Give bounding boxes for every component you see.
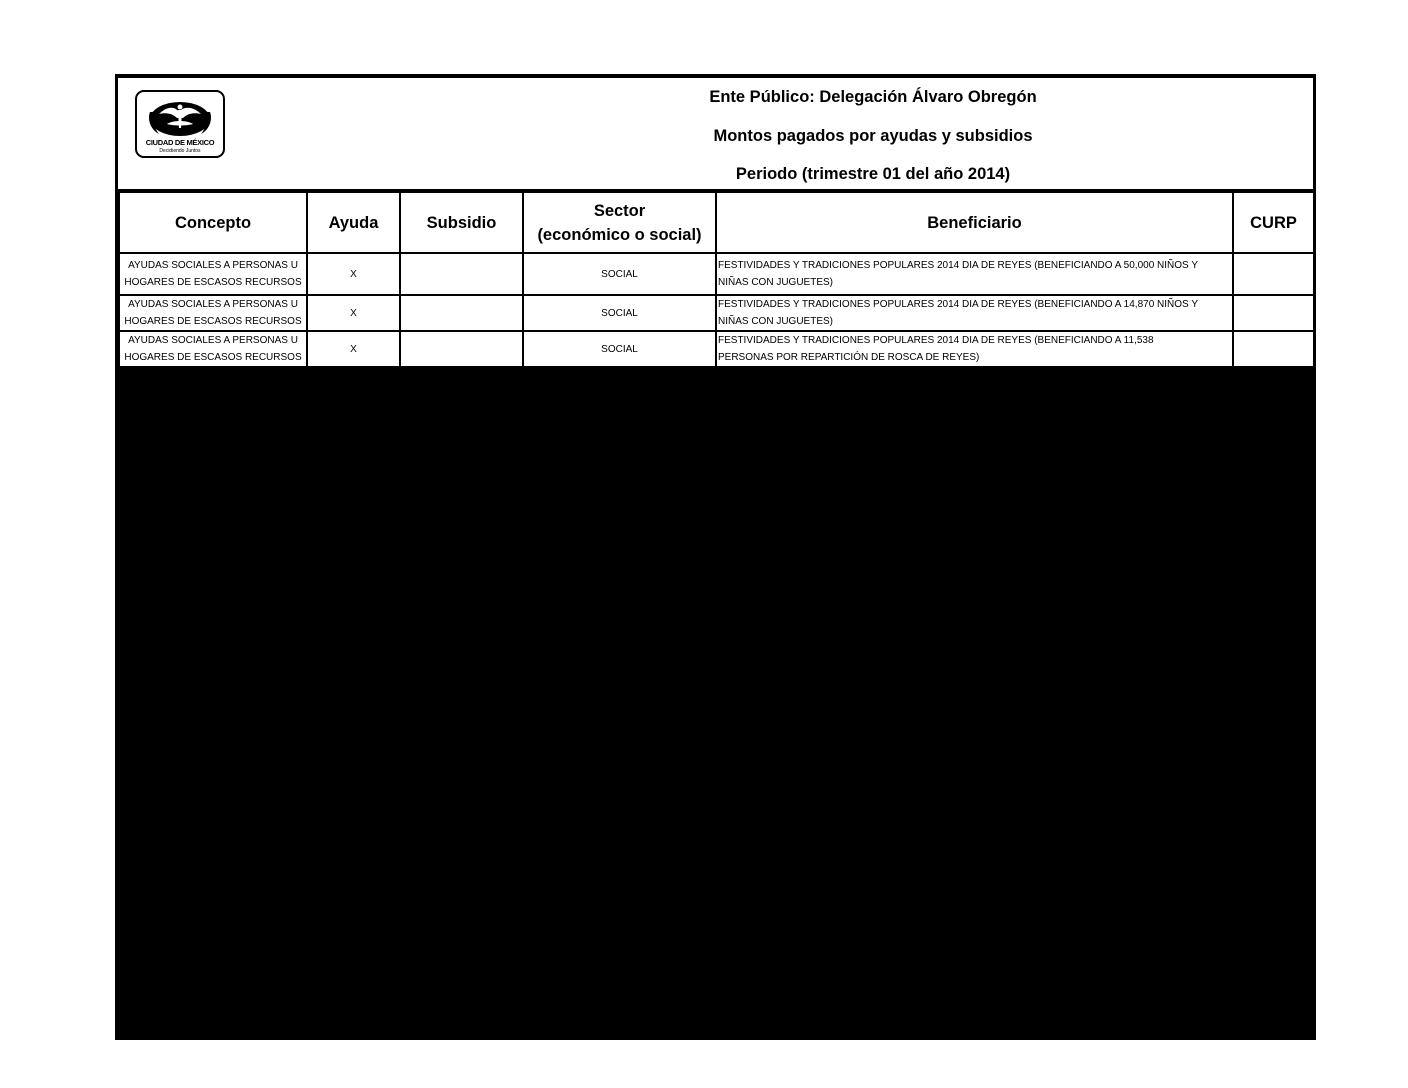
cell-curp <box>1234 296 1313 330</box>
report-subtitle: Montos pagados por ayudas y subsidios <box>713 127 1033 145</box>
cell-concepto <box>120 254 306 294</box>
cell-subsidio <box>401 254 522 294</box>
cell-concepto <box>120 296 306 330</box>
cell-sector: SOCIAL <box>524 296 715 330</box>
cell-curp <box>1234 332 1313 366</box>
concepto-line2: HOGARES DE ESCASOS RECURSOS <box>124 316 302 327</box>
sector-header-line2: (económico o social) <box>537 225 702 244</box>
cell-subsidio <box>401 332 522 366</box>
cell-beneficiario <box>717 332 1232 366</box>
concepto-line1: AYUDAS SOCIALES A PERSONAS U <box>128 335 298 346</box>
cell-subsidio <box>401 296 522 330</box>
table-row <box>120 332 1313 366</box>
concepto-line2: HOGARES DE ESCASOS RECURSOS <box>124 352 302 363</box>
beneficiario-line2: PERSONAS POR REPARTICIÓN DE ROSCA DE REYES) <box>718 352 980 363</box>
report-period: Periodo (trimestre 01 del año 2014) <box>735 165 1011 183</box>
column-header-sector <box>524 193 715 252</box>
column-header-curp: CURP <box>1234 193 1313 252</box>
beneficiario-line2: NIÑAS CON JUGUETES) <box>718 316 834 327</box>
beneficiario-line2: NIÑAS CON JUGUETES) <box>718 277 834 288</box>
subsidies-table <box>118 191 1315 368</box>
cell-concepto <box>120 332 306 366</box>
logo-wordmark: CIUDAD DE MÉXICO <box>145 138 215 147</box>
table-row <box>120 296 1313 330</box>
column-header-concepto: Concepto <box>120 193 306 252</box>
cell-ayuda: X <box>308 332 399 366</box>
concepto-line1: AYUDAS SOCIALES A PERSONAS U <box>128 260 298 271</box>
sector-header-line1: Sector <box>593 201 646 220</box>
beneficiario-line1: FESTIVIDADES Y TRADICIONES POPULARES 2014 DIA DE REYES (BENEFICIANDO A 50,000 NIÑOS Y <box>718 260 1198 271</box>
cell-beneficiario <box>717 296 1232 330</box>
beneficiario-line1: FESTIVIDADES Y TRADICIONES POPULARES 2014 DIA DE REYES (BENEFICIANDO A 11,538 <box>718 335 1154 346</box>
cell-ayuda: X <box>308 296 399 330</box>
concepto-line2: HOGARES DE ESCASOS RECURSOS <box>124 277 302 288</box>
column-header-subsidio: Subsidio <box>401 193 522 252</box>
column-header-beneficiario: Beneficiario <box>717 193 1232 252</box>
concepto-line1: AYUDAS SOCIALES A PERSONAS U <box>128 299 298 310</box>
column-header-ayuda: Ayuda <box>308 193 399 252</box>
entity-title: Ente Público: Delegación Álvaro Obregón <box>709 88 1037 106</box>
cell-sector: SOCIAL <box>524 332 715 366</box>
cell-beneficiario <box>717 254 1232 294</box>
logo-tagline: Decidiendo Juntos <box>159 148 201 154</box>
report-header <box>118 78 1313 189</box>
table-header-row <box>120 193 1313 252</box>
beneficiario-line1: FESTIVIDADES Y TRADICIONES POPULARES 2014 DIA DE REYES (BENEFICIANDO A 14,870 NIÑOS Y <box>718 299 1198 310</box>
cell-curp <box>1234 254 1313 294</box>
cdmx-logo <box>135 90 225 158</box>
table-row <box>120 254 1313 294</box>
cell-ayuda: X <box>308 254 399 294</box>
cell-sector: SOCIAL <box>524 254 715 294</box>
document-sheet <box>115 74 1316 1040</box>
